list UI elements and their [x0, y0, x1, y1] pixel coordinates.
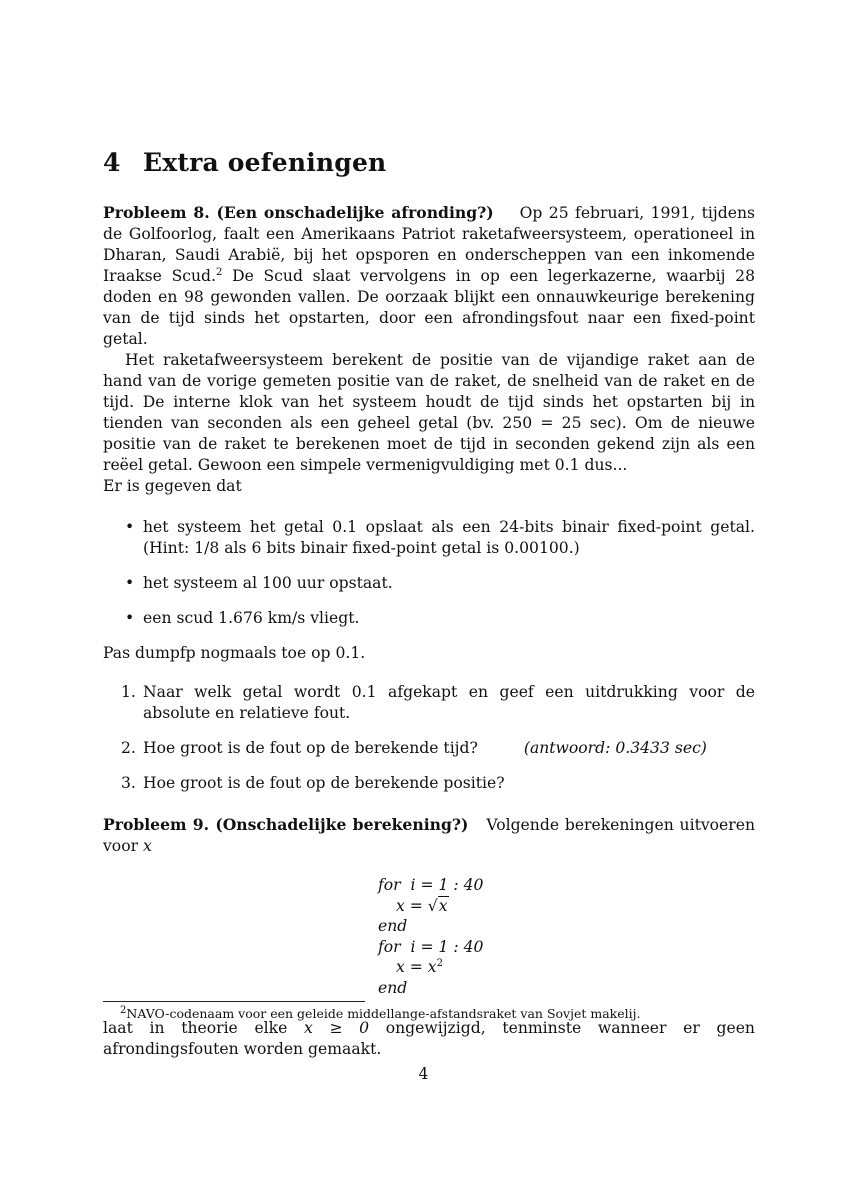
loop-header: for i = 1 : 40 — [378, 937, 484, 956]
loop-body: x = √x — [396, 896, 448, 915]
problem9-conclusion: laat in theorie elke x ≥ 0 ongewijzigd, tenminste wanneer er geen afrondingsfouten worden gemaakt. — [103, 1019, 755, 1058]
bullet-icon: • — [125, 609, 135, 627]
section-heading — [103, 148, 386, 177]
footnote-text: NAVO-codenaam voor een geleide middellange-afstandsraket van Sovjet makelij. — [126, 1006, 641, 1021]
instruction: Pas dumpfp nogmaals toe op 0.1. — [103, 644, 366, 662]
question-list — [103, 682, 755, 794]
page-body — [103, 202, 755, 1060]
problem8-intro-text: Op 25 februari, 1991, tijdens de Golfoorlog, faalt een Amerikaans Patriot raketafweersysteem, operationeel in Dharan, Saudi Arabië, bij het opsporen en onderscheppen van een inkomende Iraakse Scud. — [103, 204, 755, 285]
loop-end: end — [378, 917, 408, 935]
section-number: 4 — [103, 148, 121, 177]
footnote-mark: 2 — [120, 1004, 127, 1016]
footnote-divider — [103, 1001, 365, 1002]
footnote — [120, 1006, 641, 1021]
problem9-intro: Probleem 9. (Onschadelijke berekening?) Volgende berekeningen uitvoeren voor x — [103, 815, 755, 855]
loop-body: $x = x^2$ — [396, 957, 443, 976]
list-item: • een scud 1.676 km/s vliegt. — [125, 609, 360, 627]
given-intro: Er is gegeven dat — [103, 477, 242, 495]
loop-end: end — [378, 978, 408, 997]
section-title: Extra oefeningen — [143, 148, 387, 177]
problem9-heading: Probleem 9. (Onschadelijke berekening?) — [103, 815, 469, 834]
problem8-heading: Probleem 8. (Een onschadelijke afronding?) — [103, 203, 494, 222]
question-item: 3. Hoe groot is de fout op de berekende positie? — [121, 774, 505, 792]
bullet-icon: • — [125, 518, 135, 536]
question-item: 2. Hoe groot is de fout op de berekende tijd? (antwoord: 0.3433 sec) — [121, 739, 707, 757]
list-item: • het systeem het getal 0.1 opslaat als een 24-bits binair fixed-point getal. (Hint: 1/8 als 6 bits binair fixed-point getal is 0.00100.) — [125, 518, 755, 557]
problem8-intro-continued: De Scud slaat vervolgens in op een legerkazerne, waarbij 28 doden en 98 gewonden vallen. De oorzaak blijkt een onnauwkeurige berekening van de tijd sinds het opstarten, door een afrondingsfout naar een fixed-point getal. — [103, 267, 755, 348]
question-item: 1. Naar welk getal wordt 0.1 afgekapt en geef een uitdrukking voor de absolute en relatieve fout. — [121, 683, 755, 722]
algorithm-block — [378, 875, 755, 998]
list-item: • het systeem al 100 uur opstaat. — [125, 574, 393, 592]
loop-header: for i = 1 : 40 — [378, 876, 484, 894]
page-number: 4 — [418, 1065, 429, 1083]
answer-hint: (antwoord: 0.3433 sec) — [523, 739, 707, 757]
bullet-icon: • — [125, 574, 135, 592]
problem8-intro — [103, 202, 755, 350]
problem8-paragraph: Het raketafweersysteem berekent de positie van de vijandige raket aan de hand van de vorige gemeten positie van de raket, de snelheid van de raket en de tijd. De interne klok van het systeem houdt de tijd sinds het opstarten bij in tienden van seconden als een geheel getal (bv. 250 = 25 sec). Om de nieuwe positie van de raket te berekenen moet de tijd in seconden gekend zijn als een reëel getal. Gewoon een simpele vermenigvuldiging met 0.1 dus... — [103, 351, 755, 474]
footnote-reference[interactable]: 2 — [215, 266, 223, 278]
given-list — [103, 517, 755, 629]
